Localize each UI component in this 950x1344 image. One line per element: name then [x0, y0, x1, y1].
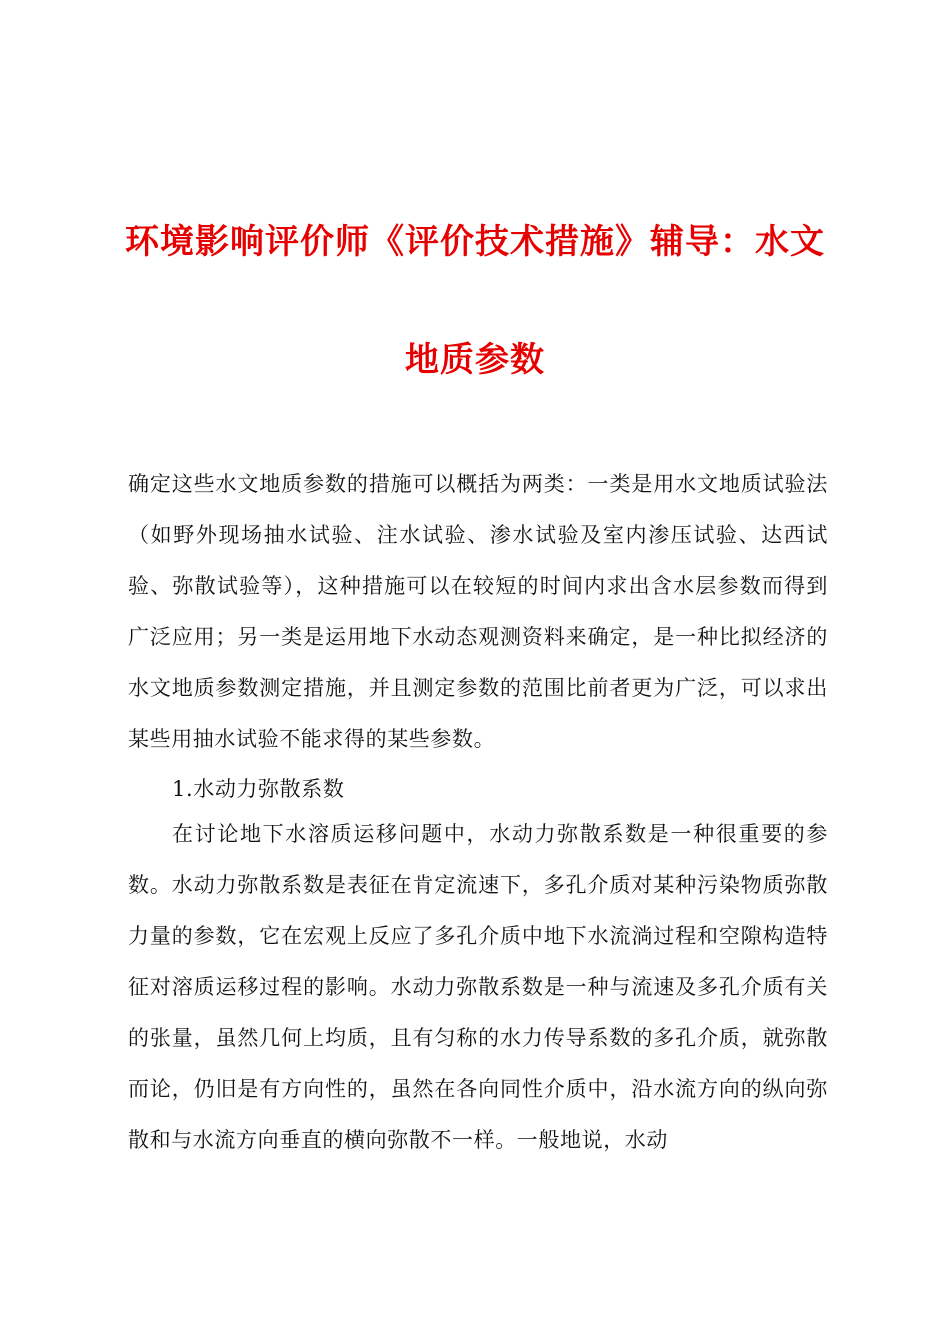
document-title-line-2: 地质参数 — [405, 340, 545, 380]
intro-paragraph: 确定这些水文地质参数的措施可以概括为两类：一类是用水文地质试验法（如野外现场抽水试验、注水试验、渗水试验及室内渗压试验、达西试验、弥散试验等），这种措施可以在较短的时间内求出含水层参数而得到广泛应用；另一类是运用地下水动态观测资料来确定，是一种比拟经济的水文地质参数测定措施，并且测定参数的范围比前者更为广泛，可以求出某些用抽水试验不能求得的某些参数。 — [128, 472, 828, 751]
section-heading-1: 1.水动力弥散系数 — [172, 777, 345, 801]
document-title-line-1: 环境影响评价师《评价技术措施》辅导：水文 — [125, 222, 825, 262]
section-1-paragraph: 在讨论地下水溶质运移问题中，水动力弥散系数是一种很重要的参数。水动力弥散系数是表征在肯定流速下，多孔介质对某种污染物质弥散力量的参数，它在宏观上反应了多孔介质中地下水流淌过程和空隙构造特征对溶质运移过程的影响。水动力弥散系数是一种与流速及多孔介质有关的张量，虽然几何上均质，且有匀称的水力传导系数的多孔介质，就弥散而论，仍旧是有方向性的，虽然在各向同性介质中，沿水流方向的纵向弥散和与水流方向垂直的横向弥散不一样。一般地说，水动 — [128, 822, 828, 1152]
